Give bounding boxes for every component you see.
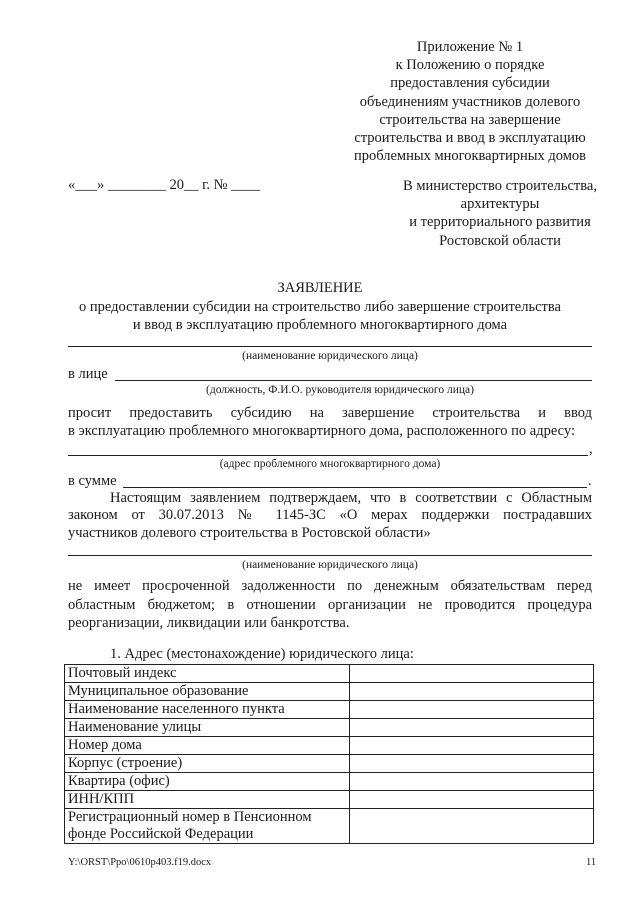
debt-line: не имеет просроченной задолженности по денежным обязательствам перед [68,578,592,594]
row-label: Почтовый индекс [65,665,350,683]
date-number-line: «___» ________ 20__ г. № ____ [68,177,261,193]
row-label: Корпус (строение) [65,755,350,773]
page-number: 11 [586,857,597,868]
confirm-line: участников долевого строительства в Ростовской области» [68,525,431,541]
legal-entity-field[interactable] [68,346,592,347]
row-value-cell[interactable] [350,791,594,809]
row-label: Регистрационный номер в Пенсионном фонде Российской Федерации [65,809,350,844]
row-label: Наименование населенного пункта [65,701,350,719]
title-line: и ввод в эксплуатацию проблемного многоквартирного дома [132,317,508,333]
appendix-line: предоставления субсидии [390,75,550,92]
row-value-cell[interactable] [350,701,594,719]
addressee-line: Ростовской области [439,232,561,249]
row-value-cell[interactable] [350,719,594,737]
row-value-cell[interactable] [350,683,594,701]
appendix-line: проблемных многоквартирных домов [353,148,587,165]
period: . [588,473,592,489]
addressee-line: В министерство строительства, [403,178,597,194]
appendix-line: Приложение № 1 [416,39,524,55]
legal-entity-caption: (наименование юридического лица) [242,350,418,362]
appendix-line: строительства и ввод в эксплуатацию [354,130,586,147]
row-value-cell[interactable] [350,737,594,755]
address-table [64,664,594,844]
appendix-line: к Положению о порядке [395,57,545,74]
table-row [65,791,594,809]
request-line: в эксплуатацию проблемного многоквартирного дома, расположенного по адресу: [68,423,575,439]
footer-file-path: Y:\ORST\Ppo\0610p403.f19.docx [68,857,212,868]
row-label: ИНН/КПП [65,791,350,809]
debt-line: областным бюджетом; в отношении организации не проводится процедура [68,597,592,613]
title-line: о предоставлении субсидии на строительство либо завершение строительства [79,298,561,315]
table-row [65,773,594,791]
title-heading: ЗАЯВЛЕНИЕ [277,280,363,296]
confirm-line: законом от 30.07.2013 № 1145-ЗС «О мерах поддержки пострадавших [68,507,592,523]
table-row [65,719,594,737]
row-label: Квартира (офис) [65,773,350,791]
house-address-field[interactable] [68,455,588,456]
row-value-cell[interactable] [350,773,594,791]
head-person-field[interactable] [115,380,592,381]
table-row [65,737,594,755]
amount-field[interactable] [123,487,587,488]
document-title [0,279,640,335]
table-row [65,755,594,773]
confirm-line: Настоящим заявлением подтверждаем, что в соответствии с Областным [110,490,592,506]
table-row [65,683,594,701]
debt-line: реорганизации, ликвидации или банкротства. [68,615,350,631]
legal-entity-field-2[interactable] [68,555,592,556]
row-label: Номер дома [65,737,350,755]
row-label: Наименование улицы [65,719,350,737]
house-address-caption: (адрес проблемного многоквартирного дома) [219,458,441,470]
appendix-header [330,38,610,165]
legal-entity-caption-2: (наименование юридического лица) [242,559,418,571]
row-value-cell[interactable] [350,755,594,773]
amount-label: в сумме [68,473,117,489]
appendix-line: строительства на завершение [379,111,561,128]
addressee-block [375,177,625,250]
row-value-cell[interactable] [350,665,594,683]
comma: , [589,441,593,457]
addressee-line: архитектуры [460,196,540,213]
head-person-caption: (должность, Ф.И.О. руководителя юридического лица) [206,384,474,396]
in-person-label: в лице [68,366,108,382]
table-row [65,665,594,683]
table-row [65,701,594,719]
table-row [65,809,594,844]
section-1-heading: 1. Адрес (местонахождение) юридического лица: [110,646,414,662]
request-line: просит предоставить субсидию на завершение строительства и ввод [68,405,592,421]
row-value-cell[interactable] [350,809,594,844]
appendix-line: объединениям участников долевого [359,93,581,110]
addressee-line: и территориального развития [409,214,591,231]
row-label: Муниципальное образование [65,683,350,701]
